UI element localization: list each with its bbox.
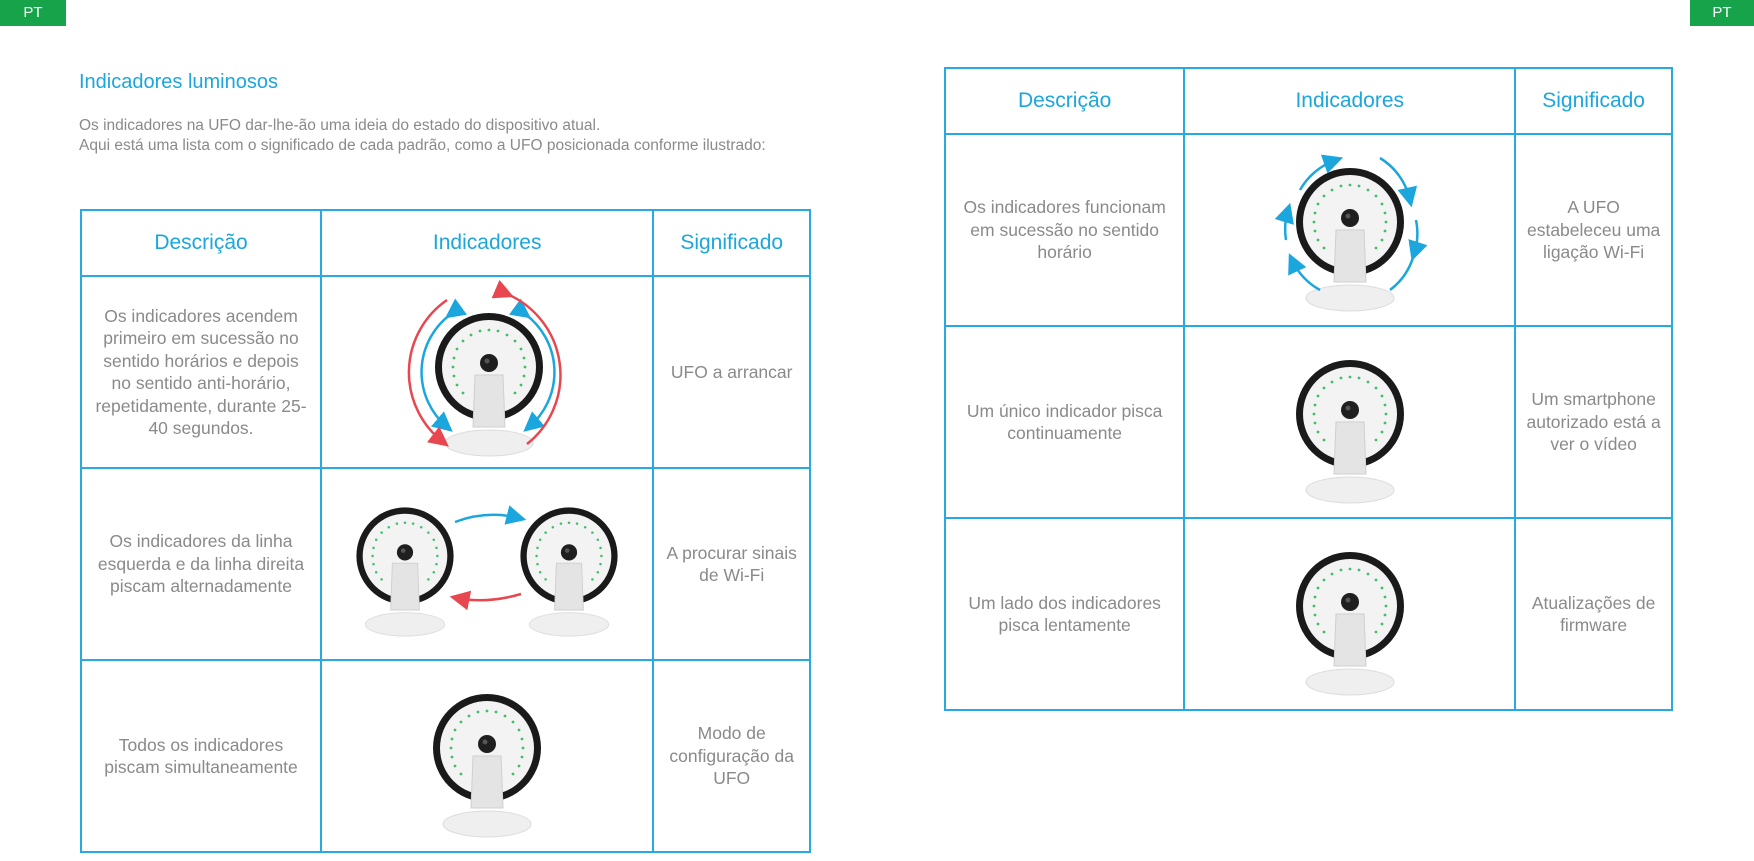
table-row [945, 326, 1672, 518]
section-title: Indicadores luminosos [79, 71, 278, 93]
intro-line-1: Os indicadores na UFO dar-lhe-ão uma ideia do estado do dispositivo atual. [79, 117, 601, 134]
intro-text [79, 116, 810, 156]
row-description: Todos os indicadores piscam simultaneamente [81, 660, 321, 852]
header-description: Descrição [81, 210, 321, 276]
header-meaning: Significado [653, 210, 810, 276]
row-meaning: Modo de configuração da UFO [653, 660, 810, 852]
table-row [945, 134, 1672, 326]
row-description: Um único indicador pisca continuamente [945, 326, 1184, 518]
row-meaning: Um smartphone autorizado está a ver o vídeo [1515, 326, 1672, 518]
row-meaning: A procurar sinais de Wi-Fi [653, 468, 810, 660]
row-meaning: Atualizações de firmware [1515, 518, 1672, 710]
row-illustration [1184, 326, 1515, 518]
table-row [81, 660, 810, 852]
ufo-plain-illustration [407, 671, 567, 841]
row-illustration [321, 276, 653, 468]
ufo-plain-illustration [1270, 337, 1430, 507]
table-row [81, 276, 810, 468]
intro-line-2: Aqui está uma lista com o significado de cada padrão, como a UFO posicionada conforme ilustrado: [79, 137, 766, 154]
header-indicators: Indicadores [321, 210, 653, 276]
row-meaning: A UFO estabeleceu uma ligação Wi-Fi [1515, 134, 1672, 326]
indicators-table-left [80, 209, 811, 853]
row-description: Os indicadores acendem primeiro em sucessão no sentido horários e depois no sentido anti-horário, repetidamente, durante 25-40 segundos. [81, 276, 321, 468]
row-description: Os indicadores da linha esquerda e da linha direita piscam alternadamente [81, 468, 321, 660]
two-ufo-alternating-illustration [347, 489, 627, 639]
row-description: Os indicadores funcionam em sucessão no sentido horário [945, 134, 1184, 326]
indicators-table-right [944, 67, 1673, 711]
row-illustration [321, 660, 653, 852]
language-tag-right: PT [1690, 0, 1754, 26]
header-meaning: Significado [1515, 68, 1672, 134]
row-description: Um lado dos indicadores pisca lentamente [945, 518, 1184, 710]
ufo-plain-illustration [1270, 529, 1430, 699]
language-tag-left: PT [0, 0, 66, 26]
row-meaning: UFO a arrancar [653, 276, 810, 468]
ufo-bidirectional-arrows-illustration [387, 279, 587, 465]
row-illustration [1184, 134, 1515, 326]
row-illustration [321, 468, 653, 660]
table-header-row [81, 210, 810, 276]
table-header-row [945, 68, 1672, 134]
row-illustration [1184, 518, 1515, 710]
header-indicators: Indicadores [1184, 68, 1515, 134]
table-row [81, 468, 810, 660]
table-row [945, 518, 1672, 710]
header-description: Descrição [945, 68, 1184, 134]
ufo-clockwise-arrows-illustration [1260, 140, 1440, 320]
